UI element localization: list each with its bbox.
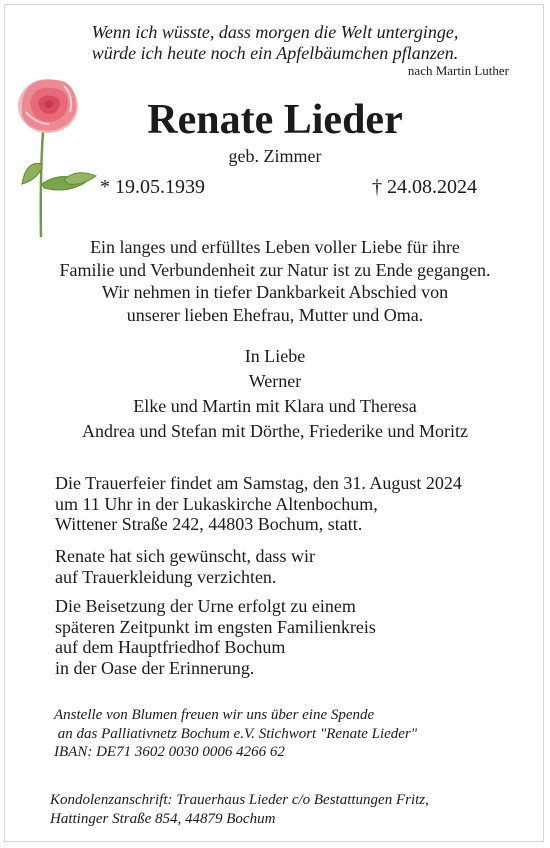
intro-text <box>0 236 550 326</box>
family-line: Werner <box>248 371 302 391</box>
dress-wish <box>55 546 315 587</box>
family-line: Elke und Martin mit Klara und Theresa <box>133 396 417 416</box>
birth-date: * 19.05.1939 <box>100 176 205 198</box>
service-line: um 11 Uhr in der Lukaskirche Altenbochum, <box>55 493 378 514</box>
condolence-address <box>50 791 429 828</box>
service-info <box>55 473 462 535</box>
burial-info <box>55 596 376 678</box>
quote-author: nach Martin Luther <box>407 63 509 78</box>
condolence-line: Hattinger Straße 854, 44879 Bochum <box>50 810 276 827</box>
quote <box>0 22 550 64</box>
burial-line: in der Oase der Erinnerung. <box>55 657 255 678</box>
intro-line: Familie und Verbundenheit zur Natur ist zu Ende gegangen. <box>59 259 491 280</box>
quote-line: würde ich heute noch ein Apfelbäumchen pflanzen. <box>91 43 459 63</box>
death-date: † 24.08.2024 <box>372 176 477 198</box>
family-line: Andrea und Stefan mit Dörthe, Friederike und Moritz <box>82 421 468 441</box>
donation-iban: IBAN: DE71 3602 0030 0006 4266 62 <box>54 744 285 760</box>
intro-line: Ein langes und erfülltes Leben voller Liebe für ihre <box>90 237 460 257</box>
burial-line: späteren Zeitpunkt im engsten Familienkreis <box>55 616 376 637</box>
deceased-name: Renate Lieder <box>147 97 403 143</box>
family-line: In Liebe <box>244 346 306 366</box>
quote-line: Wenn ich wüsste, dass morgen die Welt unterginge, <box>91 22 459 42</box>
service-line: Wittener Straße 242, 44803 Bochum, statt. <box>55 514 363 534</box>
donation-line: Anstelle von Blumen freuen wir uns über eine Spende <box>54 707 375 723</box>
intro-line: Wir nehmen in tiefer Dankbarkeit Abschied von <box>101 282 449 302</box>
burial-line: auf dem Hauptfriedhof Bochum <box>55 637 286 657</box>
intro-line: unserer lieben Ehefrau, Mutter und Oma. <box>126 304 424 325</box>
donation-line: an das Palliativnetz Bochum e.V. Stichwort "Renate Lieder" <box>54 725 418 742</box>
donation-note <box>54 706 417 762</box>
condolence-line: Kondolenzanschrift: Trauerhaus Lieder c/o Bestattungen Fritz, <box>50 792 429 808</box>
family-signatures <box>0 344 550 444</box>
maiden-name: geb. Zimmer <box>228 146 322 166</box>
wish-line: Renate hat sich gewünscht, dass wir <box>55 546 315 566</box>
burial-line: Die Beisetzung der Urne erfolgt zu einem <box>55 596 356 616</box>
wish-line: auf Trauerkleidung verzichten. <box>55 566 277 587</box>
service-line: Die Trauerfeier findet am Samstag, den 31. August 2024 <box>55 473 462 493</box>
